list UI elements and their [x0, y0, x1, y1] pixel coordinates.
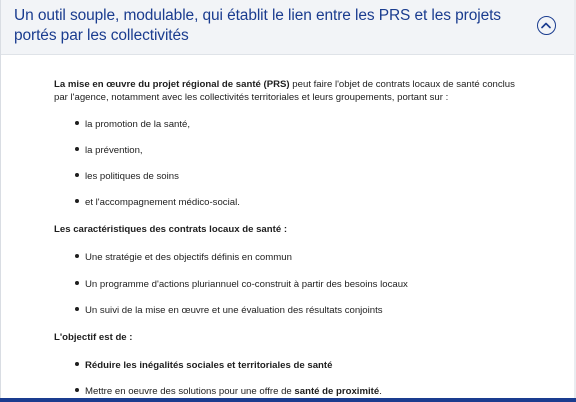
list-item-text: et l'accompagnement médico-social. — [85, 197, 240, 208]
intro-bold-text: La mise en œuvre du projet régional de santé (PRS) — [54, 79, 290, 90]
list-item-text: Réduire les inégalités sociales et territoriales de santé — [85, 360, 333, 371]
list-item — [75, 118, 190, 131]
section-heading-objective: L'objectif est de : — [54, 332, 133, 343]
bullet-icon — [75, 199, 79, 203]
chevron-up-icon — [541, 21, 551, 30]
bottom-divider — [0, 398, 576, 402]
accordion-header[interactable] — [1, 0, 575, 55]
bullet-icon — [75, 147, 79, 151]
bullet-icon — [75, 173, 79, 177]
list-item-text-end: . — [379, 386, 382, 397]
list-item-text: Un programme d'actions pluriannuel co-construit à partir des besoins locaux — [85, 279, 408, 290]
list-item-bold-text: santé de proximité — [294, 386, 380, 397]
list-item — [75, 385, 382, 398]
list-item — [75, 196, 240, 209]
list-item — [75, 278, 408, 291]
bullet-icon — [75, 281, 79, 285]
intro-text: peut faire l'objet de contrats locaux de santé conclus par l'agence, notamment avec les collectivités territoriales et leurs groupements, portant sur : — [54, 79, 515, 103]
accordion-content — [1, 55, 575, 400]
list-item — [75, 170, 179, 183]
list-item-text: la prévention, — [85, 145, 143, 156]
bullet-icon — [75, 307, 79, 311]
list-item-text: Un suivi de la mise en œuvre et une évaluation des résultats conjoints — [85, 305, 383, 316]
section-heading-characteristics: Les caractéristiques des contrats locaux de santé : — [54, 224, 288, 235]
intro-paragraph — [54, 78, 529, 104]
list-item — [75, 144, 143, 157]
list-item-text: Mettre en oeuvre des solutions pour une offre de — [85, 386, 295, 397]
list-item-text: la promotion de la santé, — [85, 119, 191, 130]
list-item-text: Une stratégie et des objectifs définis en commun — [85, 252, 292, 263]
accordion-title[interactable]: Un outil souple, modulable, qui établit le lien entre les PRS et les projets portés par les collectivités — [14, 7, 501, 44]
list-item — [75, 251, 292, 264]
bullet-icon — [75, 388, 79, 392]
bullet-icon — [75, 362, 79, 366]
list-item — [75, 304, 383, 317]
bullet-icon — [75, 121, 79, 125]
bullet-icon — [75, 254, 79, 258]
list-item-text: les politiques de soins — [85, 171, 179, 182]
accordion-toggle-button[interactable] — [537, 16, 556, 35]
list-item — [75, 359, 332, 372]
